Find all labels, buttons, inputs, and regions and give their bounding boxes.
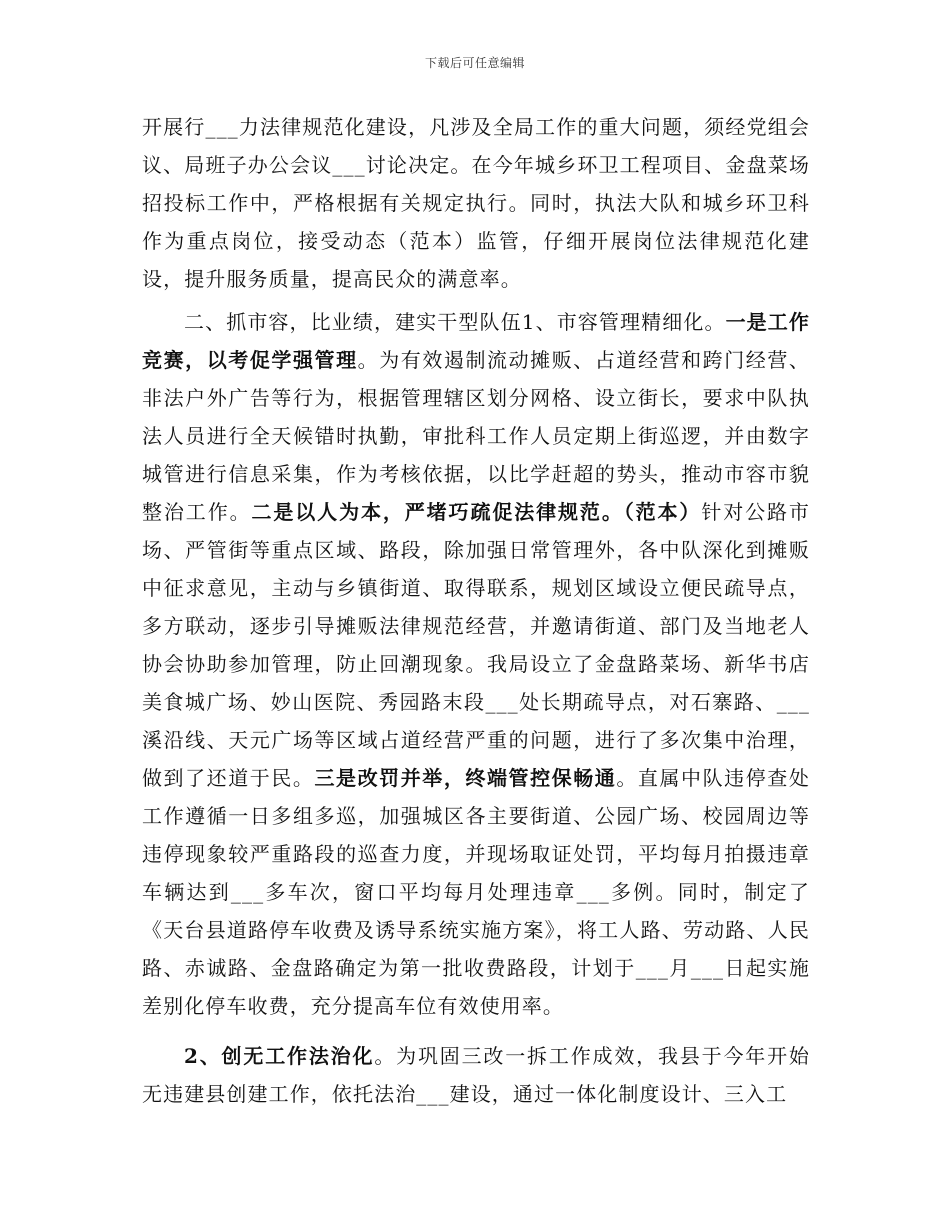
text-run: 二、抓市容，比业绩，建实干型队伍1、市容管理精细化。 — [184, 310, 726, 334]
text-run: 。直属中队违停查处工作遵循一日多组多巡，加强城区各主要街道、公园广场、校园周边等违停现象较严重路段的巡查力度，并现场取证处罚，平均每月拍摄违章车辆达到___多车次，窗口平均每月处理违章___多例。同时，制定了《天台县道路停车收费及诱导系统实施方案》，将工人路、劳动路、人民路、赤诚路、金盘路确定为第一批收费路段，计划于___月___日起实施差别化停车收费，充分提高车位有效使用率。 — [142, 766, 810, 1018]
bold-heading-run: 2、创无工作法治化 — [184, 1044, 375, 1068]
bold-heading-run: 三是改罚并举，终端管控保畅通 — [314, 766, 617, 790]
document-body — [142, 108, 810, 1113]
paragraph-1 — [142, 108, 810, 298]
page-header: 下载后可任意编辑 — [424, 56, 525, 70]
text-run: 。为巩固三改一拆工作成效，我县于今年开始无违建县创建工作，依托法治___建设，通过一体化制度设计、三入工 — [142, 1044, 811, 1106]
paragraph-3 — [142, 1037, 810, 1113]
text-run: 。为有效遏制流动摊贩、占道经营和跨门经营、非法户外广告等行为，根据管理辖区划分网格、设立街长，要求中队执法人员进行全天候错时执勤，审批科工作人员定期上街巡逻，并由数字城管进行信息采集，作为考核依据，以比学赶超的势头，推动市容市貌整治工作。 — [142, 348, 811, 524]
bold-heading-run: 二是以人为本，严堵巧疏促法律规范。（范本） — [251, 500, 702, 524]
paragraph-2 — [142, 303, 810, 1025]
bold-heading-run: 一是工作竞赛，以考促学强管理 — [142, 310, 810, 372]
text-run: 开展行___力法律规范化建设，凡涉及全局工作的重大问题，须经党组会议、局班子办公会议___讨论决定。在今年城乡环卫工程项目、金盘菜场招投标工作中，严格根据有关规定执行。同时，执法大队和城乡环卫科作为重点岗位，接受动态（范本）监管，仔细开展岗位法律规范化建设，提升服务质量，提高民众的满意率。 — [142, 115, 810, 291]
text-run: 针对公路市场、严管街等重点区域、路段，除加强日常管理外，各中队深化到摊贩中征求意见，主动与乡镇街道、取得联系，规划区域设立便民疏导点，多方联动，逐步引导摊贩法律规范经营，并邀请街道、部门及当地老人协会协助参加管理，防止回潮现象。我局设立了金盘路菜场、新华书店美食城广场、妙山医院、秀园路末段___处长期疏导点，对石寨路、___溪沿线、天元广场等区域占道经营严重的问题，进行了多次集中治理，做到了还道于民。 — [142, 500, 810, 790]
